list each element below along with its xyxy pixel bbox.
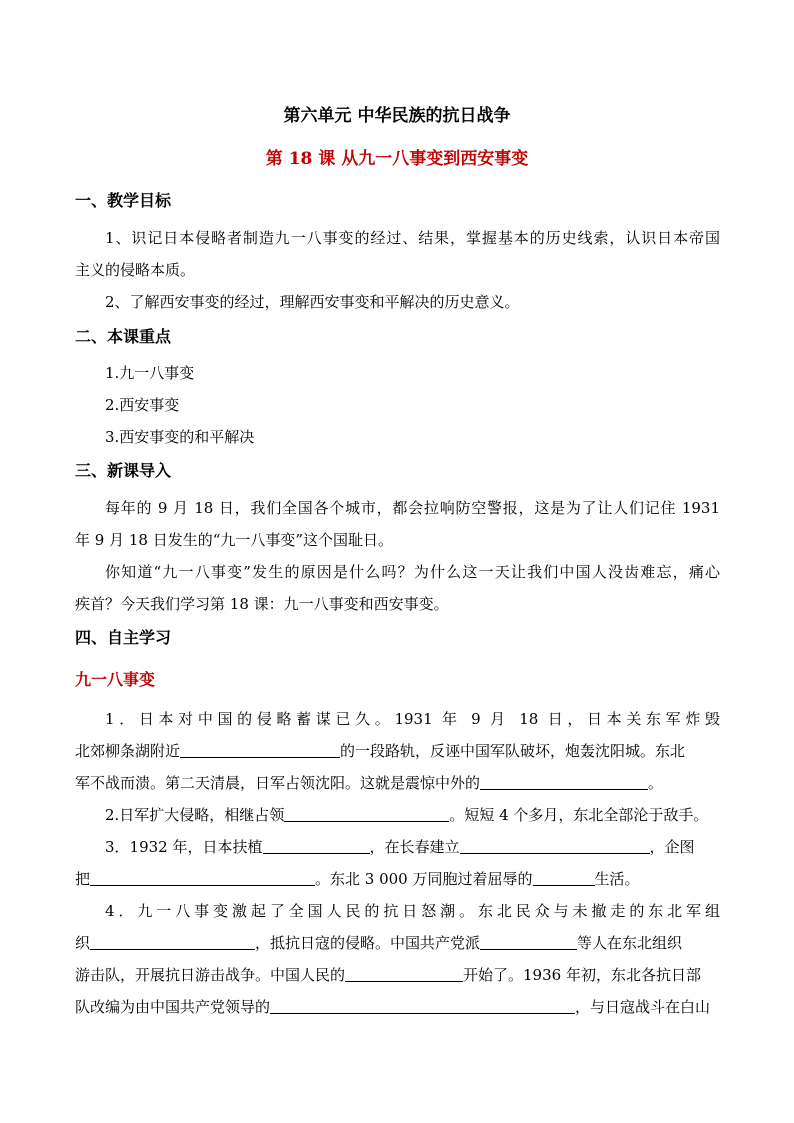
q3-text-e: 。东北 3 000 万同胞过着屈辱的 xyxy=(315,870,533,888)
q3-text-f: 生活。 xyxy=(594,870,640,888)
objective-1-line-1: 1、识记日本侵略者制造九一八事变的经过、结果，掌握基本的历史线索，认识日本帝国 xyxy=(105,229,720,247)
q3-line-1 xyxy=(105,837,695,857)
q4-text-c: 等人在东北组织 xyxy=(577,934,683,952)
q3-blank-3[interactable] xyxy=(90,870,315,886)
q1-line-1: 1．日本对中国的侵略蓄谋已久。1931 年 9 月 18 日，日本关东军炸毁 xyxy=(105,710,720,728)
q3-blank-4[interactable] xyxy=(533,870,595,886)
q4-text-d: 游击队，开展抗日游击战争。中国人民的 xyxy=(75,966,346,984)
q1-line-3 xyxy=(75,773,663,793)
heading-key-points: 二、本课重点 xyxy=(75,327,172,346)
q4-blank-1[interactable] xyxy=(90,934,255,950)
key-point-1: 1.九一八事变 xyxy=(105,364,195,382)
q3-text-d: 把 xyxy=(75,870,91,888)
q1-text-d: 。 xyxy=(648,774,664,792)
q4-blank-4[interactable] xyxy=(270,998,575,1014)
q4-text-e: 开始了。1936 年初，东北各抗日部 xyxy=(463,966,701,984)
q2-blank-1[interactable] xyxy=(284,806,449,822)
q3-blank-2[interactable] xyxy=(460,838,650,854)
q1-text-b: 的一段路轨，反诬中国军队破坏，炮轰沈阳城。东北 xyxy=(340,742,686,760)
q4-line-4 xyxy=(75,997,710,1017)
objective-1-line-2: 主义的侵略本质。 xyxy=(75,261,196,279)
q3-text-a: 3．1932 年，日本扶植 xyxy=(105,838,263,856)
heading-objectives: 一、教学目标 xyxy=(75,191,172,210)
intro-p2-line-1: 你知道“九一八事变”发生的原因是什么吗？为什么这一天让我们中国人没齿难忘，痛心 xyxy=(105,563,720,581)
key-point-2: 2.西安事变 xyxy=(105,396,180,414)
q4-blank-3[interactable] xyxy=(345,966,463,982)
q4-text-f: 队改编为由中国共产党领导的 xyxy=(75,998,271,1016)
subheading-918: 九一八事变 xyxy=(75,670,156,689)
q4-line-3 xyxy=(75,965,701,985)
intro-p1-line-2: 年 9 月 18 日发生的“九一八事变”这个国耻日。 xyxy=(75,531,394,549)
q4-line-1: 4．九一八事变激起了全国人民的抗日怒潮。东北民众与未撤走的东北军组 xyxy=(105,902,720,920)
q1-line-2 xyxy=(75,741,685,761)
q1-text-a: 北郊柳条湖附近 xyxy=(75,742,181,760)
q1-blank-1[interactable] xyxy=(180,742,340,758)
unit-title: 第六单元 中华民族的抗日战争 xyxy=(283,106,511,126)
q3-line-2 xyxy=(75,869,640,889)
q2-text-a: 2.日军扩大侵略，相继占领 xyxy=(105,806,285,824)
q3-text-c: ，企图 xyxy=(649,838,695,856)
objective-2: 2、了解西安事变的经过，理解西安事变和平解决的历史意义。 xyxy=(105,293,520,311)
lesson-title: 第 18 课 从九一八事变到西安事变 xyxy=(265,149,529,169)
q4-text-a: 织 xyxy=(75,934,91,952)
q1-blank-2[interactable] xyxy=(480,774,648,790)
q1-text-c: 军不战而溃。第二天清晨，日军占领沈阳。这就是震惊中外的 xyxy=(75,774,481,792)
q4-text-g: ，与日寇战斗在白山 xyxy=(575,998,711,1016)
heading-self-study: 四、自主学习 xyxy=(75,628,172,647)
q4-line-2 xyxy=(75,933,682,953)
q3-text-b: ，在长春建立 xyxy=(369,838,460,856)
q4-text-b: ，抵抗日寇的侵略。中国共产党派 xyxy=(255,934,481,952)
heading-intro: 三、新课导入 xyxy=(75,461,172,480)
q2-text-b: 。短短 4 个多月，东北全部沦于敌手。 xyxy=(449,806,709,824)
intro-p2-line-2: 疾首？今天我们学习第 18 课：九一八事变和西安事变。 xyxy=(75,595,449,613)
key-point-3: 3.西安事变的和平解决 xyxy=(105,428,255,446)
intro-p1-line-1: 每年的 9 月 18 日，我们全国各个城市，都会拉响防空警报，这是为了让人们记住 1931 xyxy=(105,499,720,517)
q2-line xyxy=(105,805,708,825)
q4-blank-2[interactable] xyxy=(480,934,577,950)
q3-blank-1[interactable] xyxy=(263,838,370,854)
